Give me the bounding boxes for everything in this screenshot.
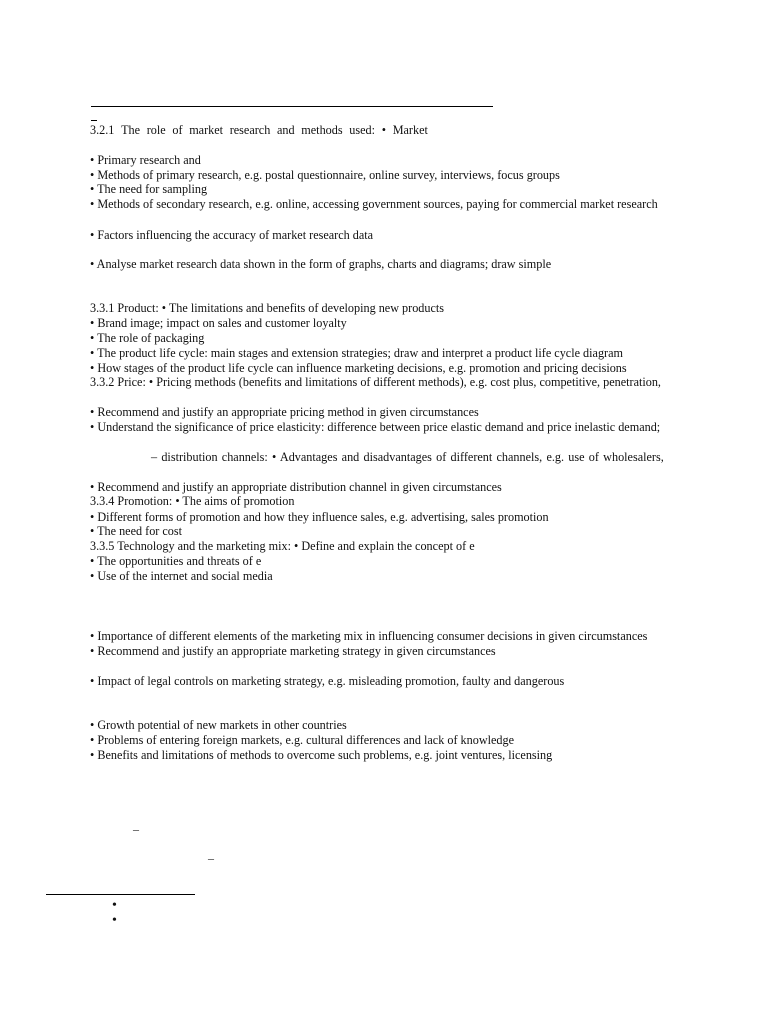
list-item: • Different forms of promotion and how they influence sales, e.g. advertising, sales promotion — [90, 510, 549, 524]
list-item: • Understand the significance of price elasticity: difference between price elastic demand and price inelastic demand; — [90, 420, 661, 434]
top-horizontal-rule — [91, 106, 493, 107]
list-item: • The opportunities and threats of e — [90, 554, 262, 568]
heading-word: of — [172, 123, 183, 137]
heading-word: role — [146, 123, 166, 137]
footnote-separator-rule — [46, 894, 195, 895]
list-item: • The need for sampling — [90, 182, 208, 196]
list-item: • Primary research and — [90, 153, 201, 167]
list-item: • The product life cycle: main stages and extension strategies; draw and interpret a product life cycle diagram — [90, 346, 623, 360]
list-item: 3.3.1 Product: • The limitations and benefits of developing new products — [90, 301, 445, 315]
list-item: • Methods of primary research, e.g. postal questionnaire, online survey, interviews, focus groups — [90, 168, 560, 182]
list-item: • Analyse market research data shown in the form of graphs, charts and diagrams; draw simple — [90, 257, 552, 271]
heading-word: 3.2.1 — [90, 123, 115, 137]
section-321-heading — [90, 123, 428, 138]
list-item: • The role of packaging — [90, 331, 205, 345]
list-item: • Problems of entering foreign markets, e.g. cultural differences and lack of knowledge — [90, 733, 515, 747]
heading-overline-mark — [91, 120, 97, 121]
list-item: 3.3.4 Promotion: • The aims of promotion — [90, 494, 295, 508]
distribution-channels-line: – distribution channels: • Advantages and disadvantages of different channels, e.g. use of wholesalers, — [151, 450, 664, 464]
heading-word: and — [277, 123, 295, 137]
footnote-bullet: • — [112, 898, 117, 913]
stray-dash-mark: – — [208, 851, 214, 865]
heading-word: used: — [349, 123, 376, 137]
list-item: 3.3.5 Technology and the marketing mix: • Define and explain the concept of e — [90, 539, 475, 553]
list-item: • Recommend and justify an appropriate pricing method in given circumstances — [90, 405, 479, 419]
heading-word: research — [229, 123, 271, 137]
heading-word: The — [121, 123, 141, 137]
list-item: • Benefits and limitations of methods to overcome such problems, e.g. joint ventures, licensing — [90, 748, 553, 762]
list-item: • Use of the internet and social media — [90, 569, 273, 583]
list-item: 3.3.2 Price: • Pricing methods (benefits and limitations of different methods), e.g. cost plus, competitive, penetration, — [90, 375, 661, 389]
list-item: • Recommend and justify an appropriate marketing strategy in given circumstances — [90, 644, 496, 658]
heading-word: Market — [392, 123, 428, 137]
list-item: • Factors influencing the accuracy of market research data — [90, 228, 374, 242]
list-item: • Recommend and justify an appropriate distribution channel in given circumstances — [90, 480, 502, 494]
list-item: • Impact of legal controls on marketing strategy, e.g. misleading promotion, faulty and dangerous — [90, 674, 565, 688]
footnote-bullet: • — [112, 913, 117, 928]
list-item: • Growth potential of new markets in other countries — [90, 718, 347, 732]
list-item: • Brand image; impact on sales and customer loyalty — [90, 316, 347, 330]
stray-dash-mark: – — [133, 822, 139, 836]
heading-word: methods — [301, 123, 343, 137]
heading-word: market — [189, 123, 224, 137]
list-item: • The need for cost — [90, 524, 183, 538]
heading-word: • — [381, 123, 386, 137]
list-item: • Methods of secondary research, e.g. online, accessing government sources, paying for commercial market research — [90, 197, 658, 211]
list-item: • Importance of different elements of the marketing mix in influencing consumer decisions in given circumstances — [90, 629, 648, 643]
list-item: • How stages of the product life cycle can influence marketing decisions, e.g. promotion and pricing decisions — [90, 361, 627, 375]
